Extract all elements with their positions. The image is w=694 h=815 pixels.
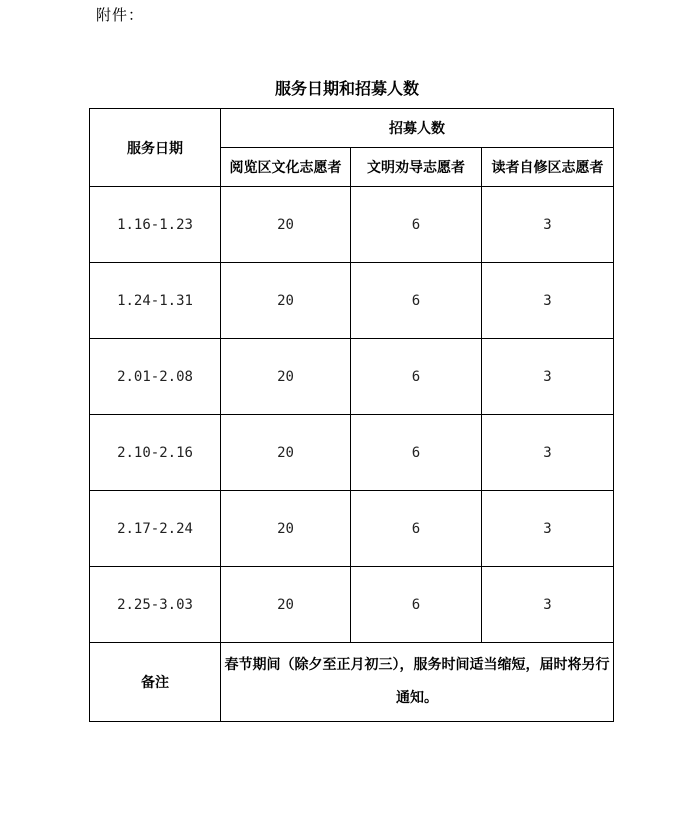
date-cell: 2.01-2.08 — [90, 339, 221, 415]
date-cell: 2.25-3.03 — [90, 567, 221, 643]
schedule-table — [89, 108, 614, 722]
count-cell: 3 — [482, 339, 614, 415]
count-cell: 3 — [482, 263, 614, 339]
count-cell: 3 — [482, 491, 614, 567]
count-cell: 6 — [351, 187, 482, 263]
note-label: 备注 — [90, 643, 221, 722]
count-cell: 6 — [351, 415, 482, 491]
header-civility-volunteer: 文明劝导志愿者 — [351, 148, 482, 187]
count-cell: 6 — [351, 567, 482, 643]
table-row — [90, 415, 614, 491]
date-cell: 2.10-2.16 — [90, 415, 221, 491]
count-cell: 6 — [351, 263, 482, 339]
count-cell: 20 — [221, 263, 351, 339]
table-row — [90, 187, 614, 263]
count-cell: 20 — [221, 187, 351, 263]
table-row — [90, 491, 614, 567]
table-title: 服务日期和招募人数 — [274, 79, 419, 98]
attachment-label: 附件： — [96, 6, 145, 24]
header-service-date: 服务日期 — [90, 109, 221, 187]
note-row — [90, 643, 614, 722]
table-row — [90, 263, 614, 339]
count-cell: 20 — [221, 491, 351, 567]
header-reading-area-volunteer: 阅览区文化志愿者 — [221, 148, 351, 187]
date-cell: 2.17-2.24 — [90, 491, 221, 567]
count-cell: 20 — [221, 415, 351, 491]
table-row — [90, 567, 614, 643]
table-row — [90, 339, 614, 415]
count-cell: 20 — [221, 567, 351, 643]
note-text: 春节期间（除夕至正月初三），服务时间适当缩短，届时将另行通知。 — [221, 643, 614, 722]
header-self-study-volunteer: 读者自修区志愿者 — [482, 148, 614, 187]
header-recruit-count: 招募人数 — [221, 109, 614, 148]
count-cell: 3 — [482, 567, 614, 643]
count-cell: 3 — [482, 187, 614, 263]
date-cell: 1.24-1.31 — [90, 263, 221, 339]
count-cell: 3 — [482, 415, 614, 491]
count-cell: 6 — [351, 491, 482, 567]
count-cell: 20 — [221, 339, 351, 415]
count-cell: 6 — [351, 339, 482, 415]
date-cell: 1.16-1.23 — [90, 187, 221, 263]
